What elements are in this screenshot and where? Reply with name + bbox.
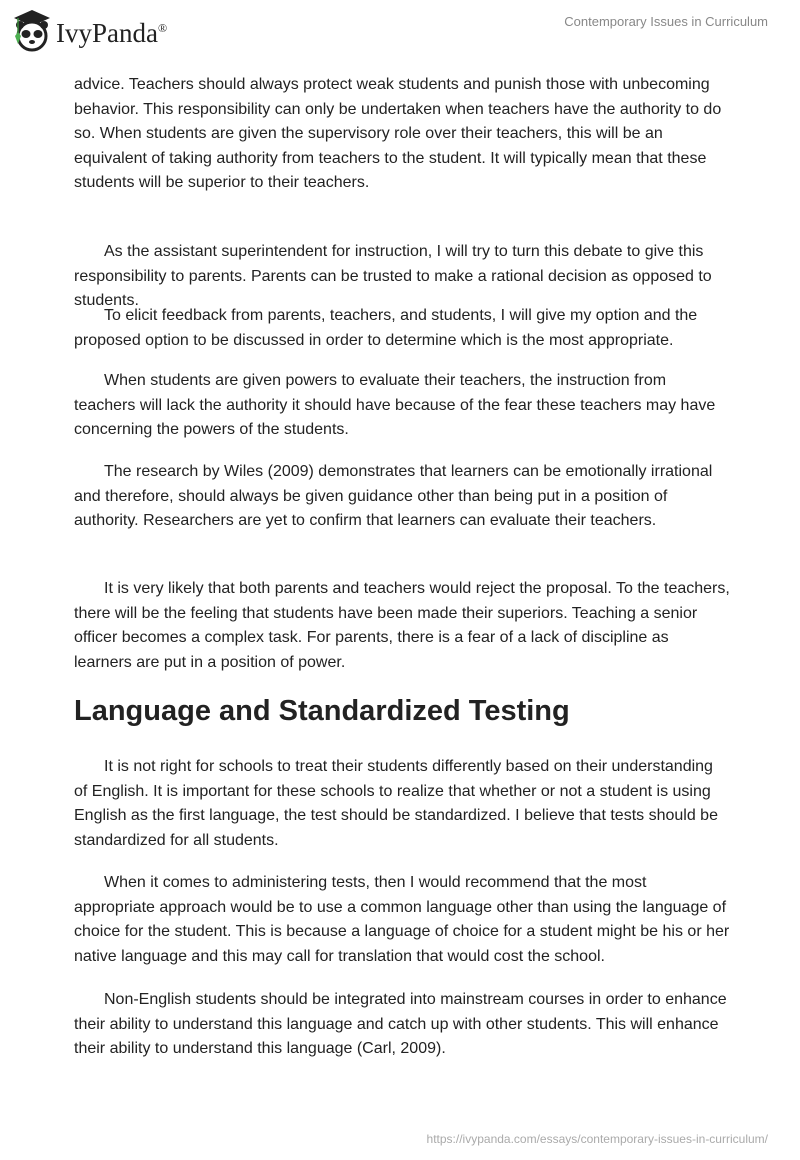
panda-graduate-icon	[12, 8, 52, 52]
source-url[interactable]: https://ivypanda.com/essays/contemporary-issues-in-curriculum/	[426, 1132, 768, 1146]
registered-mark: ®	[157, 20, 168, 35]
paragraph: When it comes to administering tests, then I would recommend that the most appropriate approach would be to use a common language other than using the language of choice for the student. This is because a language of choice for a student might be his or her native language and this may call for translation that would cost the school.	[74, 874, 730, 965]
paragraph: It is not right for schools to treat their students differently based on their understanding of English. It is important for these schools to realize that whether or not a student is using English as the first language, the test should be standardized. I believe that tests should be standardized for all students.	[74, 758, 718, 849]
section-heading: Language and Standardized Testing	[74, 695, 570, 727]
logo-text: IvyPanda	[56, 17, 158, 48]
paragraph: To elicit feedback from parents, teachers, and students, I will give my option and the proposed option to be discussed in order to determine which is the most appropriate.	[74, 307, 698, 349]
paragraph: Non-English students should be integrated into mainstream courses in order to enhance their ability to understand this language and catch up with other students. This will enhance their ability to understand this language (Carl, 2009).	[74, 991, 727, 1057]
paragraph: It is very likely that both parents and teachers would reject the proposal. To the teachers, there will be the feeling that students have been made their superiors. Teaching a senior officer becomes a complex task. For parents, there is a fear of a lack of discipline as learners are put in a position of power.	[74, 580, 730, 671]
document-title: Contemporary Issues in Curriculum	[564, 14, 768, 29]
paragraph: When students are given powers to evaluate their teachers, the instruction from teachers will lack the authority it should have because of the fear these teachers may have concerning the powers of the students.	[74, 372, 716, 438]
paragraph: As the assistant superintendent for instruction, I will try to turn this debate to give this responsibility to parents. Parents can be trusted to make a rational decision as opposed to students.	[74, 243, 712, 309]
ivypanda-logo[interactable]	[12, 8, 167, 52]
paragraph: The research by Wiles (2009) demonstrates that learners can be emotionally irrational and therefore, should always be given guidance other than being put in a position of authority. Researchers are yet to confirm that learners can evaluate their teachers.	[74, 463, 713, 529]
paragraph: advice. Teachers should always protect weak students and punish those with unbecoming behavior. This responsibility can only be undertaken when teachers have the authority to do so. When students are given the supervisory role over their teachers, this will be an equivalent of taking authority from teachers to the student. It will typically mean that these students will be superior to their teachers.	[74, 76, 722, 191]
